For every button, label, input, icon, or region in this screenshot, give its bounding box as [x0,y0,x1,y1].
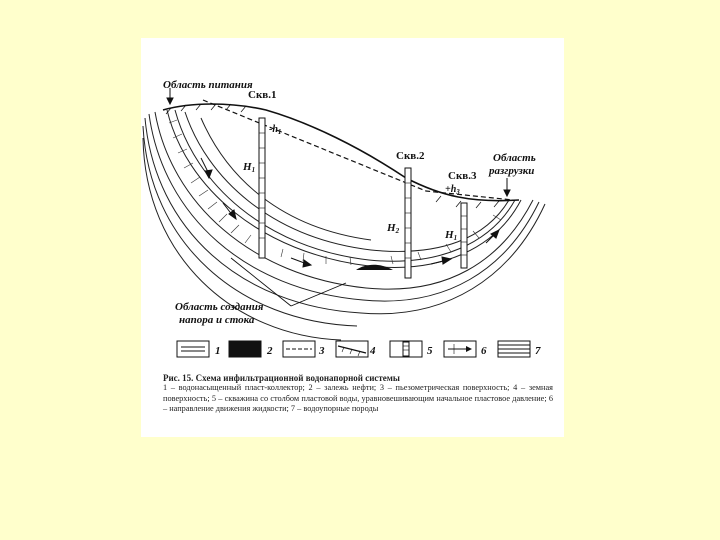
hydro-system-diagram [141,38,564,368]
legend-item-5 [390,341,433,357]
svg-text:5: 5 [427,345,433,357]
discharge-arrow [504,178,510,196]
pressure-area-label-2: напора и стока [179,314,255,326]
recharge-area-label: Область питания [163,79,253,91]
well-2 [405,168,411,278]
svg-text:4: 4 [370,345,376,357]
discharge-area-label-1: Область [493,152,536,164]
well-1-label: Скв.1 [248,89,277,101]
svg-text:6: 6 [481,345,487,357]
caption-title: Рис. 15. Схема инфильтрационной водонапорной системы [163,373,400,383]
svg-text:1: 1 [215,345,221,357]
figure-caption [163,373,553,415]
caption-body: 1 – водонасыщенный пласт-коллектор; 2 – залежь нефти; 3 – пьезометрическая поверхность; 4 – земная поверхность; 5 – скважина со столбом пластовой воды, уравновешивающим начальное пластовое давление; 6 – направление движения жидкости; 7 – водоупорные породы [163,383,553,414]
H2-label: H2 [387,222,400,235]
diagram-figure [141,38,564,437]
discharge-area-label-2: разгрузки [489,165,535,177]
legend-item-4 [336,341,376,357]
legend-item-2 [229,341,273,357]
legend-item-1 [177,341,221,357]
H1-label: H1 [243,161,256,174]
H3-label: H1 [445,229,458,242]
well-3-label: Скв.3 [448,170,477,182]
svg-text:3: 3 [319,345,325,357]
legend-item-6 [444,341,487,357]
piezometric-surface [203,100,513,200]
oil-deposit [356,265,393,270]
legend-item-7 [498,341,541,357]
svg-text:7: 7 [535,345,541,357]
well-3 [461,203,467,268]
legend [177,341,541,357]
h1-minus-label: $-h_1$ [269,124,282,136]
pressure-area-label-1: Область создания [175,301,264,313]
h3-plus-label: $+h_3$ [445,184,460,196]
well-1 [259,118,265,258]
well-2-label: Скв.2 [396,150,425,162]
svg-text:2: 2 [267,345,273,357]
legend-item-3 [283,341,325,357]
